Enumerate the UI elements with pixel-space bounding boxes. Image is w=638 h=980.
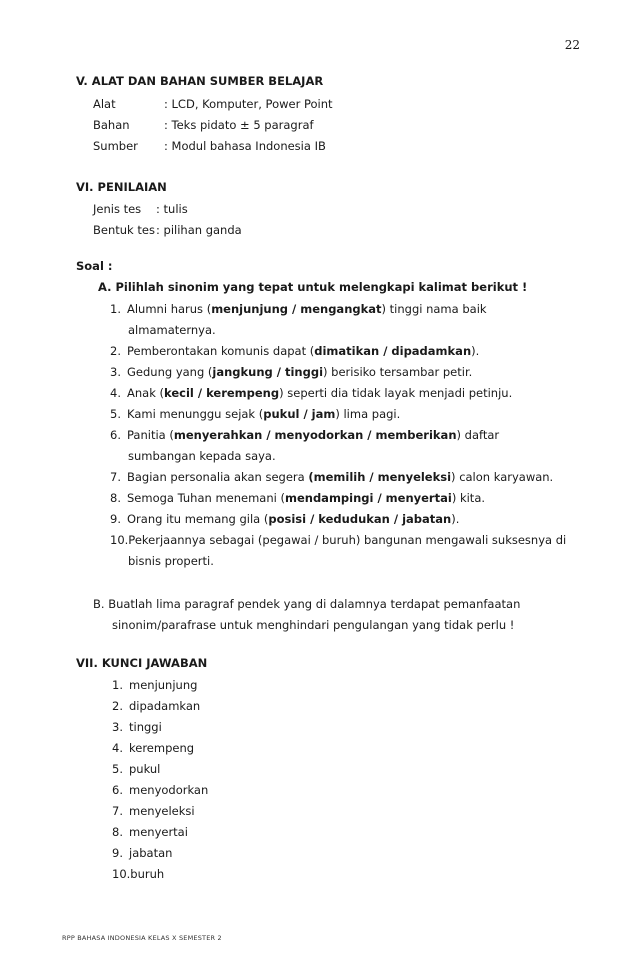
question-number: 3. [110,365,121,379]
part-b-instruction: B. Buatlah lima paragraf pendek yang di dalamnya terdapat pemanfaatan [93,597,521,611]
answer-item [112,783,208,797]
part-b-instruction-cont: sinonim/parafrase untuk menghindari pengulangan yang tidak perlu ! [112,618,515,632]
answer-options: jangkung / tinggi [212,365,324,379]
section-7-heading: VII. KUNCI JAWABAN [76,656,208,670]
question-text-end: ) kita. [451,491,486,505]
answer-options: (memilih / menyeleksi [308,470,452,484]
question-number: 1. [110,302,121,316]
question-text-end: ) tinggi nama baik [381,302,487,316]
question-text: Anak ( [127,386,165,400]
row-value: : Teks pidato ± 5 paragraf [164,118,314,132]
question-text: Gedung yang ( [127,365,213,379]
answer-number: 10. [112,867,131,881]
row-label: Bahan [93,118,130,132]
question-number: 9. [110,512,121,526]
answer-text: menyodorkan [129,783,209,797]
answer-number: 2. [112,699,123,713]
question-text: Bagian personalia akan segera [127,470,309,484]
row-value: : Modul bahasa Indonesia IB [164,139,326,153]
part-a-instruction: A. Pilihlah sinonim yang tepat untuk melengkapi kalimat berikut ! [98,280,528,294]
question-text-end: ) daftar [456,428,500,442]
question-item [110,365,472,379]
answer-number: 3. [112,720,123,734]
question-number: 10. [110,533,129,547]
question-text: Pemberontakan komunis dapat ( [127,344,315,358]
row-label: Jenis tes [93,202,142,216]
row-label: Bentuk tes [93,223,155,237]
question-item [110,491,485,505]
answer-number: 7. [112,804,123,818]
answer-item [112,825,188,839]
question-number: 5. [110,407,121,421]
question-text-end: ). [471,344,480,358]
question-text: Orang itu memang gila ( [127,512,269,526]
answer-text: tinggi [129,720,162,734]
question-text-end: ) calon karyawan. [451,470,554,484]
question-text-end: ) berisiko tersambar petir. [323,365,473,379]
question-number: 4. [110,386,121,400]
answer-item [112,867,164,881]
question-text: Kami menunggu sejak ( [127,407,264,421]
answer-number: 8. [112,825,123,839]
question-text-end: ) seperti dia tidak layak menjadi petinju. [279,386,513,400]
question-text-end: ). [451,512,460,526]
question-text: Panitia ( [127,428,174,442]
question-continuation: almamaternya. [128,323,216,337]
answer-number: 6. [112,783,123,797]
answer-number: 4. [112,741,123,755]
question-text-end: ) lima pagi. [335,407,401,421]
answer-item [112,699,200,713]
answer-text: menjunjung [129,678,198,692]
question-item [110,302,487,316]
answer-options: kecil / kerempeng [164,386,280,400]
row-label: Sumber [93,139,138,153]
row-label: Alat [93,97,116,111]
page-number: 22 [564,38,580,52]
question-text: Pekerjaannya sebagai (pegawai / buruh) bangunan mengawali suksesnya di [128,533,567,547]
question-item [110,386,512,400]
answer-options: pukul / jam [263,407,336,421]
answer-number: 5. [112,762,123,776]
question-item [110,470,553,484]
answer-text: dipadamkan [129,699,201,713]
answer-options: mendampingi / menyertai [284,491,452,505]
row-value: : LCD, Komputer, Power Point [164,97,333,111]
answer-item [112,720,162,734]
footer: RPP BAHASA INDONESIA KELAS X SEMESTER 2 [62,934,222,942]
question-continuation: bisnis properti. [128,554,214,568]
question-item [110,407,400,421]
question-number: 2. [110,344,121,358]
answer-item [112,804,195,818]
answer-item [112,846,172,860]
answer-item [112,678,197,692]
answer-number: 1. [112,678,123,692]
answer-text: kerempeng [129,741,195,755]
answer-text: menyertai [129,825,188,839]
question-item [110,344,479,358]
answer-options: posisi / kedudukan / jabatan [268,512,452,526]
answer-text: menyeleksi [129,804,195,818]
question-text: Semoga Tuhan menemani ( [127,491,285,505]
soal-heading: Soal : [76,259,113,273]
section-6-heading: VI. PENILAIAN [76,180,167,194]
question-number: 6. [110,428,121,442]
question-number: 7. [110,470,121,484]
answer-text: buruh [130,867,165,881]
row-value: : tulis [156,202,188,216]
answer-text: jabatan [129,846,173,860]
question-item [110,533,566,547]
question-continuation: sumbangan kepada saya. [128,449,276,463]
section-5-heading: V. ALAT DAN BAHAN SUMBER BELAJAR [76,74,324,88]
question-item [110,428,499,442]
answer-options: menjunjung / mengangkat [211,302,382,316]
answer-number: 9. [112,846,123,860]
answer-options: dimatikan / dipadamkan [314,344,472,358]
row-value: : pilihan ganda [156,223,242,237]
answer-options: menyerahkan / menyodorkan / memberikan [173,428,457,442]
answer-text: pukul [129,762,161,776]
question-text: Alumni harus ( [127,302,212,316]
question-item [110,512,459,526]
answer-item [112,762,160,776]
question-number: 8. [110,491,121,505]
answer-item [112,741,194,755]
